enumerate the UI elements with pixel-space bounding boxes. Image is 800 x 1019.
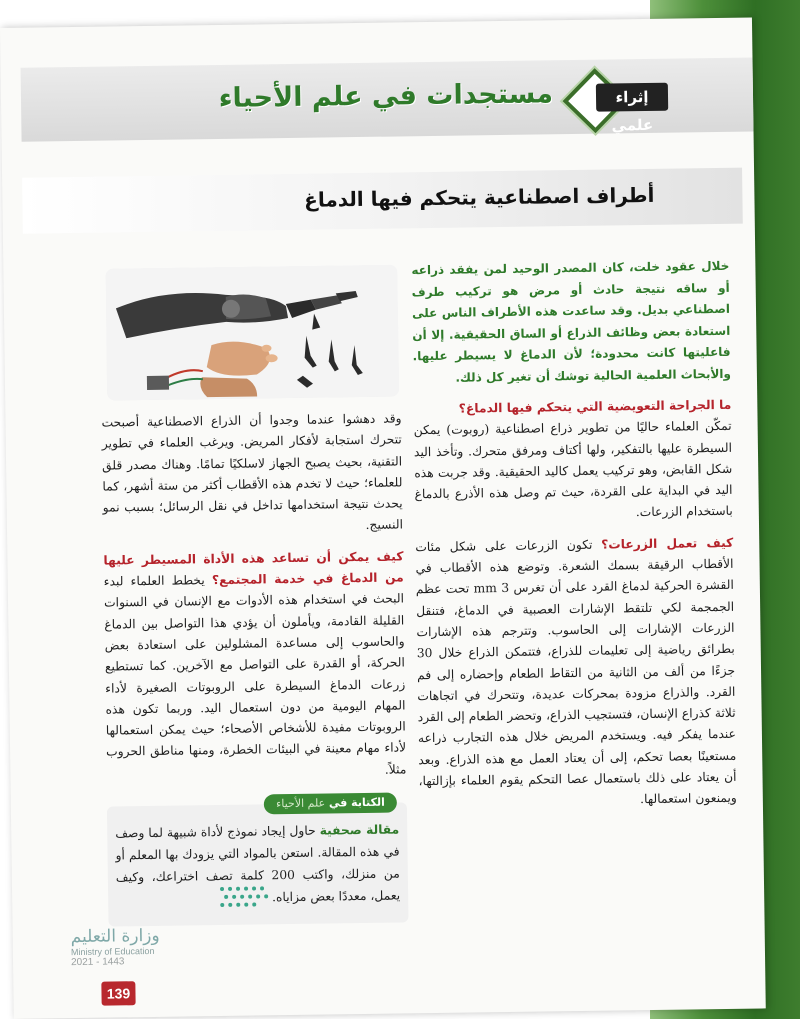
page-number: 139	[101, 981, 135, 1005]
article-title: أطراف اصطناعية يتحكم فيها الدماغ	[304, 182, 655, 212]
section-title: مستجدات في علم الأحياء	[218, 78, 554, 114]
year-label: 2021 - 1443	[70, 956, 125, 969]
writing-term: مقالة صحفية	[319, 822, 400, 838]
paragraph: وقد دهشوا عندما وجدوا أن الذراع الاصطناعية أصبحت تتحرك استجابة لأفكار المريض. ويرغب العلماء في تطوير التقنية، بحيث يصبح الجهاز لاسلكيًا تمامًا. وهناك مصدر قلق للعلماء؛ حيث لا تخدم هذه الأقطاب أكثر من ستة أشهر، كما يحدث نتيجة استخدامها تداخل في نقل الرسائل؛ بسبب نمو النسيج.	[101, 411, 404, 533]
writing-tag: الكتابة في علم الأحياء	[264, 793, 397, 815]
question-heading: كيف يمكن أن تساعد هذه الأداة المسيطر عليها من الدماغ في خدمة المجتمع؟	[103, 549, 404, 588]
left-column	[101, 408, 406, 794]
right-column	[411, 256, 737, 824]
dots-logo-icon	[212, 880, 283, 921]
enrichment-badge	[568, 69, 669, 135]
robotic-arm-photo	[105, 264, 399, 400]
writing-text: مقالة صحفية حاول إيجاد نموذج لأداة شبيهة لما وصف في هذه المقالة. استعن بالمواد التي يزودك بها المعلم أو من منزلك، واكتب 200 كلمة تصف اختراعك، وكيف يعمل، معددًا بعض مزاياه.	[115, 822, 401, 905]
question-heading: ما الجراحة التعويضية التي يتحكم فيها الدماغ؟	[458, 397, 732, 416]
ministry-english: Ministry of Education	[70, 945, 155, 958]
question-heading: كيف تعمل الزرعات؟	[601, 535, 734, 552]
textbook-page	[0, 18, 766, 1019]
paragraph: ما الجراحة التعويضية التي يتحكم فيها الدماغ؟ تمكّن العلماء حاليًا من تطوير ذراع اصطناعية (روبوت) يمكن السيطرة عليها بالتفكير، ولها أكتاف ومرفق متحرك. وتأخذ اليد شكل القابض، وهو تركيب يعمل كاليد الحقيقية. وقد جربت هذه اليد في البداية على القردة، حيث تم وصل هذه الأذرع بالدماغ باستخدام الزرعات.	[413, 397, 733, 520]
badge-label: إثراء علمي	[596, 83, 668, 112]
paragraph: كيف يمكن أن تساعد هذه الأداة المسيطر عليها من الدماغ في خدمة المجتمع؟ يخطط العلماء لبدء البحث في استخدام هذه الأدوات مع الإنسان في السنوات القليلة القادمة، ويأملون أن يؤدي هذا التواصل بين الدماغ والحاسوب إلى مساعدة المشلولين على استعادة بعض الحركة، أو القدرة على التواصل مع الآخرين. كما تستطيع زرعات الدماغ السيطرة على الروبوتات الصغيرة لأداء المهام اليومية من دون استعمال اليد. وربما تكون هذه الروبوتات مفيدة للأشخاص الأصحاء؛ حيث يمكن استعمالها لأداء مهام معينة في البيئات الخطرة، ومنها مناطق الحروب مثلاً.	[103, 549, 407, 777]
paragraph: كيف تعمل الزرعات؟ تكون الزرعات على شكل مئات الأقطاب الرقيقة بسمك الشعرة. وتوضع هذه الأقطاب في القشرة الحركية لدماغ القرد على أن تغرس 3 mm تحت عظم الجمجمة لكي تلتقط الإشارات العصبية في الدماغ، فتنقل الزرعات الإشارات إلى الحاسوب. وتترجم هذه الإشارات بطرائق رياضية إلى تعليمات للذراع، فتتمكن الذراع خلال 30 جزءًا من ألف من الثانية من التقاط الطعام وإحضاره إلى فم القرد. والذراع مزودة بمحركات عديدة، وتتحرك في اتجاهات ثلاثة كذراع الإنسان، فتستجيب الذراع، وتحضر الطعام إلى القرد عندما يفكر فيه. ويستخدم المريض خلال هذه التجارب ذراعه مستعينًا بعصا تحكم، إلى أن يعتاد العمل مع هذه الذراع. وبعد أن يعتاد على ذلك باستعمال عصا التحكم يقوم العلماء بإزالتها، ويمنعون استعمالها.	[415, 535, 737, 807]
intro-paragraph: خلال عقود خلت، كان المصدر الوحيد لمن يفقد ذراعه أو ساقه نتيجة حادث أو مرض هو تركيب طرف اصطناعي بديل. وقد ساعدت هذه الأطراف الناس على استعادة بعض وظائف الذراع أو الساق الحقيقية. إلا أن فاعليتها كانت محدودة؛ لأن الدماغ لا يسيطر عليها. والأبحاث العلمية الحالية توشك أن تغير كل ذلك.	[411, 258, 731, 385]
robotic-arm-illustration	[105, 264, 399, 400]
ministry-arabic: وزارة التعليم	[70, 925, 160, 948]
ministry-logo	[71, 926, 161, 968]
